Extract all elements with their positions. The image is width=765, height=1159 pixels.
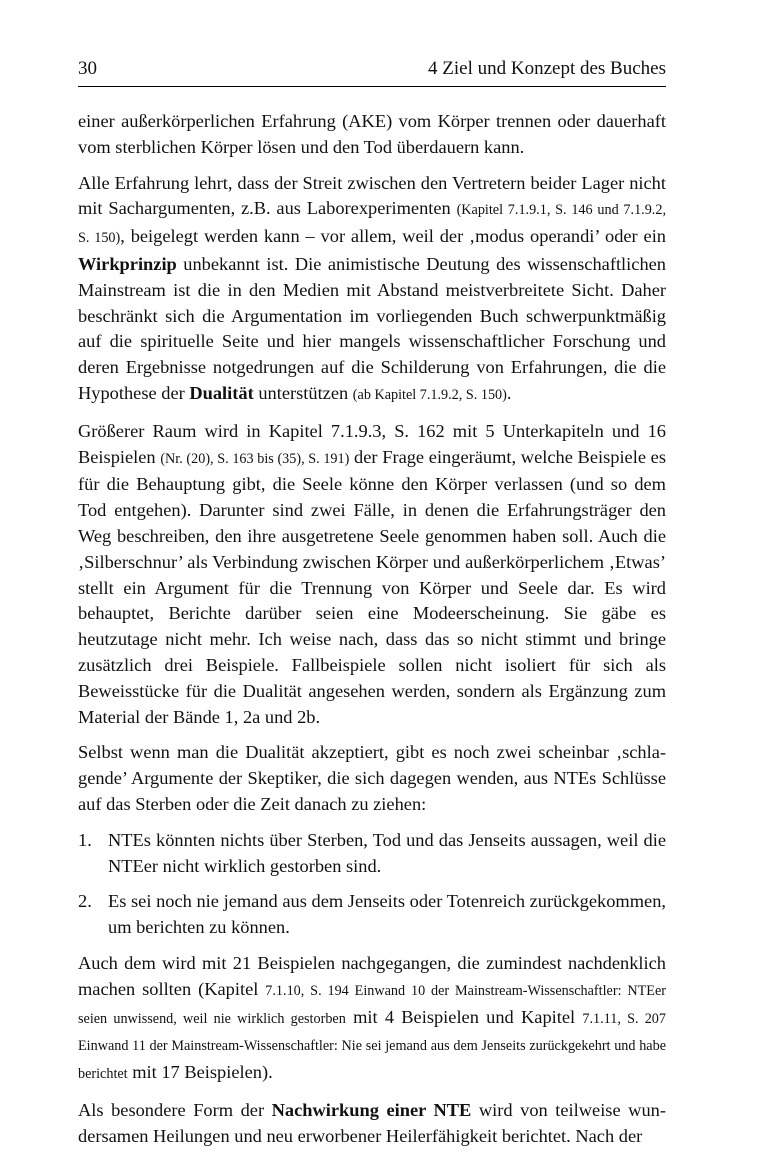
paragraph-6-text-1: Als besondere Form der [78,1099,272,1120]
paragraph-2 [78,171,666,409]
list-item-number: 1. [78,829,92,850]
paragraph-2-text-3: unbekannt ist. Die animistische Deutung des wissenschaftlichen Mainstream ist die in den Medien mit Abstand meistverbreitete Sicht. Daher beschränkt sich die Argumentation im vorliegenden Buch schwerpunktmäßig auf die spirituelle Seite und hier mangels wissenschaftlicher Forschung und deren Ergebnisse notgedrungen auf die Schilderung von Erfahrungen, die die Hypothese der [78,253,666,403]
paragraph-6 [78,1098,666,1150]
paragraph-6-text-2: wird von teilweise wundersamen Heilungen und neu erworbener Heilerfähigkeit berichtet. Nach der [78,1099,666,1146]
paragraph-3 [78,419,666,731]
paragraph-4 [78,740,666,817]
page-number: 30 [78,58,97,79]
paragraph-5-text-1: Auch dem wird mit 21 Beispielen nachgegangen, die zumindest nachdenklich machen sollten (Kapitel [78,952,666,999]
running-header [78,56,666,87]
list-item [78,889,666,941]
paragraph-3-text-1: Größerer Raum wird in Kapitel 7.1.9.3, S. 162 mit 5 Unterkapiteln und 16 Beispielen [78,420,666,467]
body-text [78,109,666,1159]
list-item-text: NTEs könnten nichts über Sterben, Tod und das Jenseits aussagen, weil die NTEer nicht wirklich gestorben sind. [108,829,666,876]
paragraph-2-reference-2: (ab Kapitel 7.1.9.2, S. 150) [352,386,507,403]
paragraph-2-reference-1: (Kapitel 7.1.9.1, S. 146 und 7.1.9.2, S. 150) [78,202,666,247]
list-item-number: 2. [78,891,92,912]
paragraph-5-text-3: mit 17 Beispielen). [127,1062,273,1083]
paragraph-3-reference-1: (Nr. (20), S. 163 bis (35), S. 191) [160,450,350,467]
paragraph-1-text: einer außerkörperlichen Erfahrung (AKE) vom Körper trennen oder dauerhaft vom sterblichen Körper lösen und den Tod überdauern kann. [78,111,666,157]
chapter-title: 4 Ziel und Konzept des Buches [428,58,666,79]
paragraph-5-reference-1: 7.1.10, S. 194 Einwand 10 der Mainstream-Wissenschaftler: NTEer seien unwissend, weil nie wirklich gestorben [78,982,666,1027]
paragraph-1 [78,109,666,161]
list-item [78,828,666,880]
paragraph-3-text-2: der Frage eingeräumt, welche Beispiele es für die Behauptung gibt, die Seele könne den Körper verlassen (und so dem Tod entgehen). Darunter sind zwei Fälle, in denen die Erfahrungsträger den Weg beschreiben, den ihre ausgetretene Seele genommen haben soll. Auch die ‚Silberschnur’ als Verbindung zwischen Körper und außerkörperlichem ‚Etwas’ stellt ein Argument für die Trennung von Körper und Seele dar. Es wird behauptet, Berichte darüber seien eine Modeerscheinung. Sie gäbe es heutzutage nicht mehr. Ich weise nach, dass das so nicht stimmt und bringe zusätzlich drei Beispiele. Fallbeispiele sollen nicht isoliert für sich als Beweisstücke für die Dualität angesehen werden, sondern als Ergänzung zum Material der Bände 1, 2a und 2b. [78,446,667,727]
list-item-text: Es sei noch nie jemand aus dem Jenseits oder Totenreich zurückgekommen, um berichten zu können. [108,891,666,938]
paragraph-4-text: Selbst wenn man die Dualität akzeptiert, gibt es noch zwei scheinbar ‚schlagende’ Argumente der Skeptiker, die sich dagegen wenden, aus NTEs Schlüsse auf das Sterben oder die Zeit danach zu ziehen: [78,742,666,814]
paragraph-2-emphasis-1: Wirkprinzip [78,253,177,274]
paragraph-2-text-4: unterstützen [253,382,353,403]
paragraph-2-emphasis-2: Dualität [189,382,254,403]
paragraph-5-reference-2: 7.1.11, S. 207 Einwand 11 der Mainstream-Wissenschaftler: Nie sei jemand aus dem Jenseits zurückgekehrt und habe berichtet [78,1010,666,1083]
paragraph-2-text-5: . [506,382,512,403]
paragraph-2-text-1: Alle Erfahrung lehrt, dass der Streit zwischen den Vertretern beider Lager nicht mit Sachargumenten, z.B. aus Laborexperimenten [78,172,666,219]
document-page [78,0,667,1146]
paragraph-2-text-2: , beigelegt werden kann – vor allem, weil der ‚modus operandi’ oder ein [120,226,666,247]
paragraph-5-text-2: mit 4 Beispielen und Kapitel [345,1006,583,1027]
paragraph-5 [78,951,666,1088]
paragraph-6-emphasis-1: Nachwirkung einer NTE [271,1099,472,1120]
numbered-list [78,828,666,941]
